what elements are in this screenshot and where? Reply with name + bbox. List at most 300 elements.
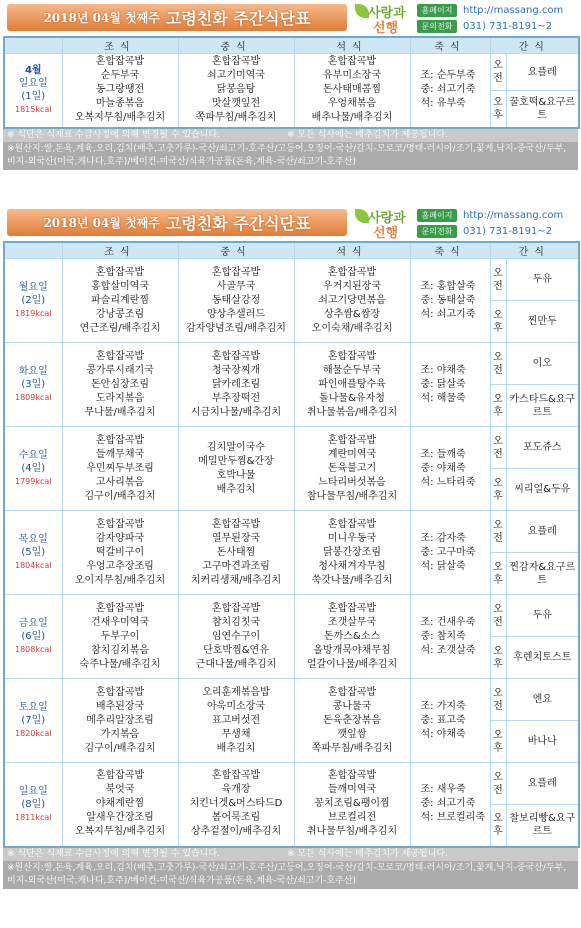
snack-pm-label: 오후	[490, 469, 506, 511]
logo-text-2: 선행	[373, 21, 399, 36]
day-row	[4, 54, 579, 91]
weekday-label: 수요일	[18, 450, 48, 461]
menu-item: 오이숙채/배추김치	[311, 322, 393, 334]
menu-item: 고구마견과조림	[202, 560, 270, 572]
week1-block	[3, 0, 578, 170]
homepage-label: 홈페이지	[417, 209, 457, 222]
kcal-label: 1804kcal	[14, 561, 52, 570]
menu-item: 홍합살미역국	[91, 280, 149, 292]
porridge-item: 석: 야채죽	[420, 728, 466, 740]
snack-pm-label: 오후	[490, 91, 506, 128]
kcal-label: 1809kcal	[14, 393, 52, 402]
origin-notice: ※원산지:쌀,돈육,계육,오리,김치(배추,고춧가루)-국산/쇠고기-호주산/고등어,오징어-국산/갈치-모로코/명태-러시아/조기,꽃게,낙지-중국산/두부,비지-외국산(미국,캐나다,호주)/베이컨-미국산/식육가공품(돈육,계육-국산/쇠고기-호주산)	[3, 142, 578, 170]
menu-item: 치킨너겟&머스타드D	[189, 798, 283, 810]
breakfast-cell	[62, 595, 178, 679]
menu-item: 배추된장국	[95, 700, 145, 712]
kcal-label: 1820kcal	[14, 729, 52, 738]
menu-item: 닭봉음탕	[216, 84, 256, 96]
snack-am: 포도쥬스	[506, 427, 579, 469]
weekday-label: 목요일	[18, 534, 48, 545]
porridge-item: 석: 조갯살죽	[420, 644, 476, 656]
menu-item: 알새우간장조림	[86, 812, 154, 824]
snack-am: 이오	[506, 343, 579, 385]
menu-item: 유부미소장국	[323, 70, 381, 82]
menu-item: 부추장떡전	[211, 392, 261, 404]
day-header	[4, 242, 62, 259]
porridge-item: 중: 쇠고기죽	[420, 798, 476, 810]
menu-item: 혼합잡곡밥	[95, 266, 145, 278]
day-row	[4, 343, 579, 385]
menu-item: 혼합잡곡밥	[327, 266, 377, 278]
menu-item: 닭봉간장조림	[323, 546, 381, 558]
porridge-cell	[410, 259, 490, 343]
porridge-item: 석: 닭살죽	[420, 560, 466, 572]
menu-item: 미니우동국	[327, 532, 377, 544]
week2-title-bar	[7, 209, 347, 236]
porridge-item: 조: 순두부죽	[420, 70, 476, 82]
weekday-label: 월요일	[18, 282, 48, 293]
snack-pm: 후렌치토스트	[506, 637, 579, 679]
menu-item: 무생채	[221, 728, 251, 740]
porridge-cell	[410, 427, 490, 511]
menu-item: 청국장찌개	[211, 364, 261, 376]
porridge-item: 조: 홍합살죽	[420, 280, 476, 292]
weekday-label: 일요일	[18, 78, 48, 90]
menu-item: 도라지볶음	[95, 392, 145, 404]
menu-item: 두부구이	[100, 630, 140, 642]
menu-item: 혼합잡곡밥	[327, 350, 377, 362]
menu-item: 떡갈비구이	[95, 546, 145, 558]
menu-item: 조갯살무국	[327, 616, 377, 628]
date-label: (7일)	[21, 715, 46, 726]
day-cell	[4, 427, 62, 511]
porridge-header: 죽식	[410, 37, 490, 54]
menu-item: 취나물볶음/배추김치	[306, 406, 398, 418]
day-row	[4, 511, 579, 553]
porridge-item: 석: 느타리죽	[420, 476, 476, 488]
menu-item: 혼합잡곡밥	[211, 602, 261, 614]
menu-item: 들깨미역국	[327, 784, 377, 796]
day-cell	[4, 343, 62, 427]
menu-item: 북엇국	[105, 784, 135, 796]
porridge-item: 중: 동태살죽	[420, 294, 476, 306]
menu-item: 배추나물/배추김치	[311, 112, 393, 124]
menu-item: 오복지무침/배추김치	[74, 826, 166, 838]
lunch-cell	[178, 595, 294, 679]
breakfast-cell	[62, 54, 178, 128]
logo	[355, 2, 410, 34]
contact-info	[417, 3, 563, 35]
kcal-label: 1808kcal	[14, 645, 52, 654]
snack-pm-label: 오후	[490, 721, 506, 763]
menu-item: 참치김칫국	[211, 616, 261, 628]
logo	[355, 207, 410, 239]
menu-item: 임연수구이	[211, 630, 261, 642]
weekday-label: 토요일	[18, 702, 48, 713]
menu-item: 육개장	[221, 784, 251, 796]
porridge-item: 중: 고구마죽	[420, 546, 476, 558]
logo-text-1: 사랑과	[368, 6, 406, 21]
menu-item: 단호박찜&연유	[203, 644, 269, 656]
porridge-item: 석: 유부죽	[420, 98, 466, 110]
date-label: (3일)	[21, 379, 46, 390]
dinner-cell	[294, 763, 410, 847]
porridge-item: 조: 들깨죽	[420, 448, 466, 460]
menu-item: 메밀만두찜&간장	[198, 455, 274, 467]
notice-left: ※ 식단은 식재료 수급사정에 의해 변경될 수 있습니다.	[7, 129, 221, 140]
menu-item: 올방개묵야채무침	[313, 644, 391, 656]
notice-right: ※ 모든 식사에는 배추김치가 제공됩니다.	[287, 129, 448, 140]
breakfast-cell	[62, 511, 178, 595]
leaf-icon	[355, 4, 369, 18]
kcal-label: 1811kcal	[14, 812, 52, 822]
menu-item: 배추김치	[216, 483, 256, 495]
snack-header: 간식	[490, 37, 579, 54]
menu-item: 돈사태찜	[216, 546, 256, 558]
snack-pm: 바나나	[506, 721, 579, 763]
porridge-cell	[410, 343, 490, 427]
menu-item: 근대나물/배추김치	[195, 658, 277, 670]
porridge-cell	[410, 679, 490, 763]
breakfast-cell	[62, 679, 178, 763]
menu-item: 쪽파무침/배추김치	[311, 742, 393, 754]
menu-item: 아욱미소장국	[207, 700, 265, 712]
week2-title-left: 2018년 04월 첫째주	[43, 216, 160, 230]
week2-notice	[3, 848, 578, 861]
snack-header: 간식	[490, 242, 579, 259]
week1-title-bar	[7, 4, 347, 31]
menu-item: 무나물/배추김치	[84, 406, 156, 418]
menu-item: 해물순두부국	[323, 364, 381, 376]
menu-item: 혼합잡곡밥	[211, 350, 261, 362]
breakfast-cell	[62, 259, 178, 343]
porridge-header: 죽식	[410, 242, 490, 259]
week2-block	[3, 205, 578, 889]
porridge-item: 석: 브로컬리죽	[420, 812, 486, 824]
menu-item: 혼합잡곡밥	[211, 266, 261, 278]
dinner-cell	[294, 259, 410, 343]
porridge-cell	[410, 595, 490, 679]
snack-pm-label: 오후	[490, 805, 506, 847]
menu-item: 혼합잡곡밥	[327, 518, 377, 530]
homepage-link[interactable]: http://massang.com	[463, 210, 564, 221]
menu-item: 표고버섯전	[211, 714, 261, 726]
porridge-item: 중: 표고죽	[420, 714, 466, 726]
day-cell	[4, 679, 62, 763]
porridge-item: 중: 닭살죽	[420, 378, 466, 390]
menu-item: 호박나물	[216, 469, 256, 481]
kcal-label: 1815kcal	[14, 105, 52, 115]
snack-pm-label: 오후	[490, 385, 506, 427]
menu-item: 혼합잡곡밥	[95, 56, 145, 68]
date-label: (2일)	[21, 295, 46, 306]
dinner-cell	[294, 679, 410, 763]
snack-am: 요플레	[506, 763, 579, 805]
day-row	[4, 679, 579, 721]
menu-item: 가지볶음	[100, 728, 140, 740]
day-row	[4, 763, 579, 805]
menu-item: 쇠고기미역국	[207, 70, 265, 82]
menu-item: 봄어묵조림	[211, 812, 261, 824]
contact-info	[417, 208, 563, 240]
lunch-cell	[178, 427, 294, 511]
dinner-cell	[294, 343, 410, 427]
snack-am: 엔요	[506, 679, 579, 721]
week1-menu-table	[3, 36, 580, 129]
homepage-link[interactable]: http://massang.com	[463, 5, 564, 16]
kcal-label: 1819kcal	[14, 309, 52, 318]
snack-am-label: 오전	[490, 427, 506, 469]
menu-item: 혼합잡곡밥	[211, 56, 261, 68]
menu-item: 치커리생채/배추김치	[190, 574, 282, 586]
porridge-item: 조: 야채죽	[420, 364, 466, 376]
menu-item: 콩가루시래기국	[86, 364, 154, 376]
phone-label: 문의전화	[417, 20, 457, 33]
menu-item: 숙주나물/배추김치	[79, 658, 161, 670]
day-cell	[4, 763, 62, 847]
menu-item: 우거지된장국	[323, 280, 381, 292]
week2-title-main: 고령친화 주간식단표	[165, 214, 311, 233]
week1-header	[3, 0, 578, 36]
menu-item: 참치김치볶음	[91, 644, 149, 656]
snack-am-label: 오전	[490, 54, 506, 91]
snack-am-label: 오전	[490, 511, 506, 553]
day-header	[4, 37, 62, 54]
header-row	[4, 37, 579, 54]
date-label: (8일)	[21, 798, 46, 810]
menu-item: 고사리볶음	[95, 476, 145, 488]
breakfast-cell	[62, 427, 178, 511]
snack-am: 요플레	[506, 511, 579, 553]
menu-item: 청사채겨자무침	[318, 560, 386, 572]
snack-pm: 찐감자&요구르트	[506, 553, 579, 595]
porridge-item: 조: 건새우죽	[420, 616, 476, 628]
menu-item: 쪽파무침/배추김치	[195, 112, 277, 124]
dinner-cell	[294, 511, 410, 595]
snack-pm: 꿀호떡&요구르트	[506, 91, 579, 128]
header-row	[4, 242, 579, 259]
porridge-cell	[410, 763, 490, 847]
menu-item: 감자양념조림/배추김치	[186, 322, 286, 334]
porridge-cell	[410, 54, 490, 128]
menu-item: 우엉채볶음	[327, 98, 377, 110]
snack-am: 요플레	[506, 54, 579, 91]
lunch-cell	[178, 763, 294, 847]
weekday-label: 일요일	[18, 785, 48, 797]
snack-am-label: 오전	[490, 259, 506, 301]
menu-item: 취나물무침/배추김치	[306, 826, 398, 838]
dinner-header: 석식	[294, 37, 410, 54]
notice-left: ※ 식단은 식재료 수급사정에 의해 변경될 수 있습니다.	[7, 848, 221, 859]
menu-item: 돈까스&소스	[323, 630, 381, 642]
weekday-label: 화요일	[18, 366, 48, 377]
menu-item: 야채계란찜	[95, 798, 145, 810]
snack-pm: 찐만두	[506, 301, 579, 343]
logo-text-2: 선행	[373, 226, 399, 241]
phone-number: 031) 731-8191~2	[463, 21, 553, 32]
menu-item: 우엉고추장조림	[86, 560, 154, 572]
menu-item: 혼합잡곡밥	[95, 602, 145, 614]
menu-item: 혼합잡곡밥	[327, 770, 377, 782]
day-cell	[4, 511, 62, 595]
lunch-header: 중식	[178, 242, 294, 259]
day-cell	[4, 595, 62, 679]
porridge-item: 중: 야채죽	[420, 462, 466, 474]
menu-item: 혼합잡곡밥	[95, 686, 145, 698]
date-label: (6일)	[21, 631, 46, 642]
menu-item: 혼합잡곡밥	[95, 350, 145, 362]
menu-item: 참나물무침/배추김치	[306, 490, 398, 502]
menu-item: 혼합잡곡밥	[211, 518, 261, 530]
snack-pm-label: 오후	[490, 637, 506, 679]
kcal-label: 1799kcal	[14, 477, 52, 486]
menu-item: 오리훈제볶음밥	[202, 686, 270, 698]
menu-item: 오복지무침/배추김치	[74, 112, 166, 124]
dinner-cell	[294, 427, 410, 511]
week2-header	[3, 205, 578, 241]
date-label: (5일)	[21, 547, 46, 558]
menu-item: 느타리버섯볶음	[318, 476, 386, 488]
weekday-label: 금요일	[18, 618, 48, 629]
menu-item: 상추쌈&쌈장	[323, 308, 381, 320]
menu-item: 돈사태매콤찜	[323, 84, 381, 96]
menu-item: 건새우미역국	[91, 616, 149, 628]
porridge-cell	[410, 511, 490, 595]
menu-item: 순두부국	[100, 70, 140, 82]
origin-notice: ※원산지:쌀,돈육,계육,오리,김치(배추,고춧가루)-국산/쇠고기-호주산/고등어,오징어-국산/갈치-모로코/명태-러시아/조기,꽃게,낙지-중국산/두부,비지-외국산(미국,캐나다,호주)/베이컨-미국산/식육가공품(돈육,계육-국산/쇠고기-호주산)	[3, 861, 578, 889]
phone-number: 031) 731-8191~2	[463, 226, 553, 237]
snack-am-label: 오전	[490, 343, 506, 385]
week2-menu-table	[3, 241, 580, 848]
porridge-item: 중: 쇠고기죽	[420, 84, 476, 96]
menu-item: 들깨무채국	[95, 448, 145, 460]
menu-item: 혼합잡곡밥	[327, 56, 377, 68]
menu-item: 돈안심장조림	[91, 378, 149, 390]
menu-item: 깻잎쌈	[337, 728, 367, 740]
menu-item: 마늘종볶음	[95, 98, 145, 110]
week1-title-main: 고령친화 주간식단표	[165, 9, 311, 28]
lunch-cell	[178, 511, 294, 595]
snack-pm-label: 오후	[490, 553, 506, 595]
menu-item: 연근조림/배추김치	[79, 322, 161, 334]
date-label: (1일)	[21, 91, 46, 103]
menu-item: 파인애플탕수육	[318, 378, 386, 390]
day-row	[4, 427, 579, 469]
month-label: 4월	[24, 65, 42, 77]
snack-pm: 카스타드&요구르트	[506, 385, 579, 427]
day-cell	[4, 259, 62, 343]
porridge-item: 석: 해물죽	[420, 392, 466, 404]
snack-am: 두유	[506, 595, 579, 637]
homepage-label: 홈페이지	[417, 4, 457, 17]
menu-item: 김구이/배추김치	[84, 490, 156, 502]
menu-item: 김구이/배추김치	[84, 742, 156, 754]
logo-text-1: 사랑과	[368, 211, 406, 226]
menu-item: 쇠고기당면볶음	[318, 294, 386, 306]
snack-am-label: 오전	[490, 679, 506, 721]
menu-item: 혼합잡곡밥	[95, 770, 145, 782]
menu-item: 혼합잡곡밥	[327, 602, 377, 614]
day-cell	[4, 54, 62, 128]
snack-pm-label: 오후	[490, 301, 506, 343]
snack-pm: 씨리얼&두유	[506, 469, 579, 511]
menu-item: 사골무국	[216, 280, 256, 292]
menu-item: 혼합잡곡밥	[211, 770, 261, 782]
dinner-header: 석식	[294, 242, 410, 259]
menu-item: 파슬리계란찜	[91, 294, 149, 306]
date-label: (4일)	[21, 463, 46, 474]
porridge-item: 중: 참치죽	[420, 630, 466, 642]
menu-item: 콩나물국	[332, 700, 372, 712]
menu-item: 감자양파국	[95, 532, 145, 544]
snack-am-label: 오전	[490, 595, 506, 637]
menu-item: 닭카레조림	[211, 378, 261, 390]
lunch-cell	[178, 343, 294, 427]
phone-label: 문의전화	[417, 225, 457, 238]
day-row	[4, 595, 579, 637]
dinner-cell	[294, 54, 410, 128]
week1-title-left: 2018년 04월 첫째주	[43, 11, 160, 25]
menu-item: 우민찌두부조림	[86, 462, 154, 474]
menu-item: 돌나물&유자청	[319, 392, 385, 404]
lunch-cell	[178, 259, 294, 343]
menu-item: 양상추샐러드	[207, 308, 265, 320]
menu-item: 혼합잡곡밥	[327, 686, 377, 698]
menu-item: 김치말이국수	[207, 441, 265, 453]
lunch-cell	[178, 679, 294, 763]
menu-item: 브로컬리전	[327, 812, 377, 824]
dinner-cell	[294, 595, 410, 679]
menu-item: 메추리알장조림	[86, 714, 154, 726]
porridge-item: 석: 쇠고기죽	[420, 308, 476, 320]
menu-item: 배추김치	[216, 742, 256, 754]
snack-am-label: 오전	[490, 763, 506, 805]
breakfast-cell	[62, 763, 178, 847]
week1-notice	[3, 129, 578, 142]
day-row	[4, 259, 579, 301]
notice-right: ※ 모든 식사에는 배추김치가 제공됩니다.	[287, 848, 448, 859]
menu-item: 강낭콩조림	[95, 308, 145, 320]
menu-item: 시금치나물/배추김치	[190, 406, 282, 418]
menu-item: 돈육춘장볶음	[323, 714, 381, 726]
leaf-icon	[355, 209, 369, 223]
snack-am: 두유	[506, 259, 579, 301]
menu-item: 상추겉절이/배추김치	[190, 826, 282, 838]
menu-item: 동태살강정	[211, 294, 261, 306]
menu-item: 쑥갓나물/배추김치	[311, 574, 393, 586]
breakfast-header: 조식	[62, 37, 178, 54]
menu-item: 돈육불고기	[327, 462, 377, 474]
porridge-item: 조: 가지죽	[420, 700, 466, 712]
snack-pm: 찰보리빵&요구르트	[506, 805, 579, 847]
menu-item: 혼합잡곡밥	[95, 518, 145, 530]
menu-item: 얼갈이나물/배추김치	[306, 658, 398, 670]
breakfast-cell	[62, 343, 178, 427]
menu-item: 열무된장국	[211, 532, 261, 544]
porridge-item: 조: 새우죽	[420, 784, 466, 796]
menu-item: 혼합잡곡밥	[95, 434, 145, 446]
menu-item: 맛살깻잎전	[211, 98, 261, 110]
menu-item: 계란미역국	[327, 448, 377, 460]
lunch-cell	[178, 54, 294, 128]
menu-item: 동그랑땡전	[95, 84, 145, 96]
menu-item: 혼합잡곡밥	[327, 434, 377, 446]
menu-item: 꽁치조림&팽이찜	[314, 798, 390, 810]
porridge-item: 조: 감자죽	[420, 532, 466, 544]
lunch-header: 중식	[178, 37, 294, 54]
menu-item: 오이지무침/배추김치	[74, 574, 166, 586]
breakfast-header: 조식	[62, 242, 178, 259]
